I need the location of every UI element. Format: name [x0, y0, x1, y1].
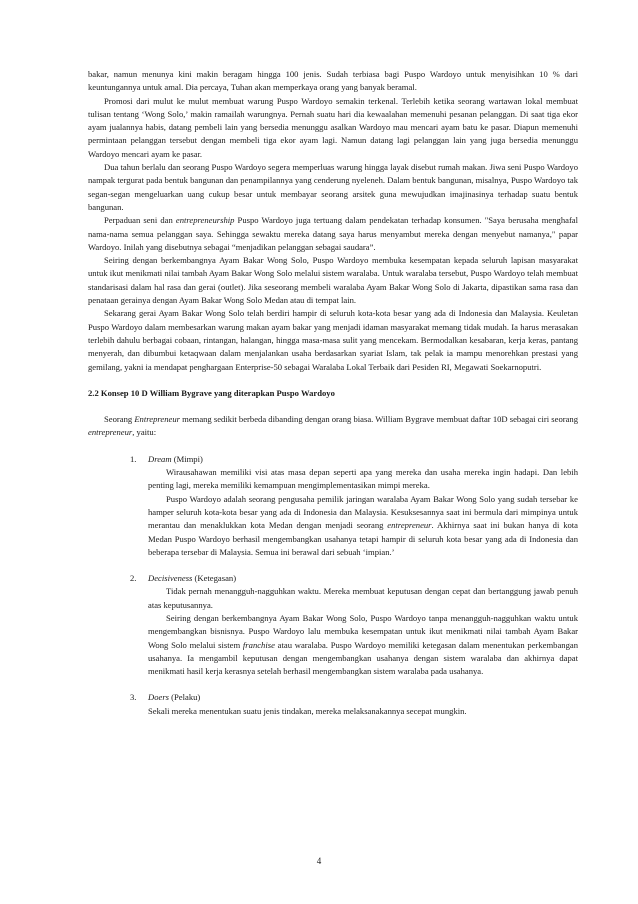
example-c: . Akhirnya saat ini bukan hanya di kota Medan Puspo Wardoyo berhasil mengembangkan usahanya tetapi hampir di seluruh kota besar yang ada di Indonesia dan beberapa tersebar di Malaysia. Semua ini berawal dari sebuah ‘impian.’ [148, 520, 578, 557]
page-number: 4 [316, 856, 322, 866]
paragraph-3: Dua tahun berlalu dan seorang Puspo Wardoyo segera memperluas warung hingga layak disebut rumah makan. Jiwa seni Puspo Wardoyo nampak tergurat pada bentuk bangunan dan penampilannya yang cenderung nyeleneh. Dalam bentuk bangunan, misalnya, Puspo Wardoyo tak segan-segan mengeluarkan uang cukup besar untuk membayar seorang arsitek guna mewujudkan imajinasinya terhadap suatu bentuk bangunan. [88, 162, 578, 212]
section-heading: 2.2 Konsep 10 D William Bygrave yang diterapkan Puspo Wardoyo [88, 387, 335, 398]
section-intro-c: memang sedikit berbeda dibanding dengan orang biasa. William Bygrave membuat daftar 10D sebagai ciri seorang [179, 414, 579, 425]
paragraph-4 [88, 214, 578, 254]
gloss: (Pelaku) [169, 692, 201, 703]
term: Dream [148, 453, 172, 464]
paragraph-5: Seiring dengan berkembangnya Ayam Bakar Wong Solo, Puspo Wardoyo membuka kesempatan kepada seluruh lapisan masyarakat untuk ikut menikmati nilai tambah Ayam Bakar Wong Solo melalui sistem waralaba. Untuk waralaba tersebut, Puspo Wardoyo telah membuat standarisasi dalam hal rasa dan gerai (outlet). Jika seseorang membeli waralaba Ayam Bakar Wong Solo di Jakarta, dipastikan sama rasa dan penataan gerainya dengan Ayam Bakar Wong Solo Medan atau di tempat lain. [88, 255, 578, 306]
document-page [88, 68, 578, 731]
list-10d [88, 453, 578, 718]
example-b: entrepreneur [387, 520, 432, 531]
section-intro-b: Entrepreneur [134, 414, 180, 425]
example-c: atau waralaba. Puspo Wardoyo memiliki ketegasan dalam menentukan perkembangan usahanya. Ia mengambil keputusan dengan mengembangkan usahanya dengan sistem waralaba dan akhirnya dapat menikmati hasil kerja kerasnya setelah berhasil mengembangkan sistem waralaba pada usahanya. [148, 639, 578, 677]
list-item-body: Tidak pernah menangguh-nagguhkan waktu. Mereka membuat keputusan dengan cepat dan bertanggung jawab penuh atas keputusannya. [148, 586, 578, 610]
paragraph-4-italic: entrepreneurship [175, 215, 235, 226]
list-item-doers [88, 691, 578, 718]
paragraph-4-start: Perpaduan seni dan [104, 215, 176, 226]
gloss: (Mimpi) [171, 453, 203, 464]
list-item-number: 1. [130, 453, 137, 464]
section-intro-a: Seorang [104, 414, 135, 425]
list-item-example [148, 493, 578, 559]
example-a: Seiring dengan berkembangnya Ayam Bakar Wong Solo, Puspo Wardoyo tanpa menangguh-nagguhkan waktu untuk mengembangkan bisnisnya. Puspo Wardoyo lalu membuka kesempatan untuk ikut menikmati nilai tambah Ayam Bakar Wong Solo melalui sistem [148, 612, 578, 650]
gloss: (Ketegasan) [192, 573, 237, 584]
list-item-decisiveness [88, 572, 578, 678]
term: Doers [148, 692, 170, 703]
section-intro-e: , yaitu: [132, 427, 157, 438]
example-a: Puspo Wardoyo adalah seorang pengusaha pemilik jaringan waralaba Ayam Bakar Wong Solo yang sudah tersebar ke hamper seluruh kota-kota besar yang ada di Indonesia dan Malaysia. Kesuksesannya saat ini bermula dari mimpinya untuk merantau dan menaklukkan kota Medan dengan menjadi seorang [148, 493, 578, 531]
list-item-dream [88, 453, 578, 559]
list-item-title [148, 572, 578, 585]
list-item-body: Wirausahawan memiliki visi atas masa depan seperti apa yang mereka dan usaha mereka ingin hadapi. Dan lebih penting lagi, mereka memiliki kemampuan mengimplementasikan mimpi mereka. [148, 467, 578, 491]
section-intro-d: entrepreneur [88, 427, 133, 438]
example-b: franchise [242, 639, 275, 650]
list-item-title [148, 691, 578, 704]
list-item-number: 2. [130, 573, 137, 584]
paragraph-2: Promosi dari mulut ke mulut membuat warung Puspo Wardoyo semakin terkenal. Terlebih ketika seorang wartawan lokal membuat tulisan tentang ‘Wong Solo,’ makin ramailah warungnya. Pernah suatu hari dia kewaalahan memenuhi pesanan pelanggan. Di saat tiga ekor ayam jualannya habis, datang pembeli lain yang bersedia menunggu asalkan Wardoyo mau mencari ayam batu ke pasar. Diapun memenuhi permintaan pelanggan tersebut dengan membeli tiga ekor ayam lagi. Namun datang lagi pelanggan lain yang juga bersedia menunggu Wardoyo mencari ayam ke pasar. [88, 95, 578, 159]
section-intro [88, 413, 578, 440]
paragraph-4-rest: Puspo Wardoyo juga tertuang dalam pendekatan terhadap konsumen. "Saya berusaha menghafal nama-nama semua pelanggan saya. Sehingga sewaktu mereka datang saya harus menyambut mereka dengan menyebut namanya," papar Wardoyo. Inilah yang disebutnya sebagai “menjadikan pelanggan sebagai saudara”. [88, 215, 579, 252]
list-item-number: 3. [130, 692, 137, 703]
list-item-title [148, 453, 578, 466]
list-item-body: Sekali mereka menentukan suatu jenis tindakan, mereka melaksanakannya secepat mungkin. [148, 705, 467, 716]
paragraph-6: Sekarang gerai Ayam Bakar Wong Solo telah berdiri hampir di seluruh kota-kota besar yang ada di Indonesia dan Malaysia. Keuletan Puspo Wardoyo dalam membesarkan warung makan ayam bakar yang menjadi idaman masyarakat memang tidak mudah. Ia harus merasakan terlebih dahulu berbagai cobaan, rintangan, halangan, hingga masa-masa sulit yang mencekam. Bermodalkan kesabaran, kerja keras, pantang menyerah, dan dibumbui ketaqwaan dalam menjalankan usaha berdasarkan syariat Islam, tak pelak ia mampu menorehkan prestasi yang gemilang, yakni ia mendapat penghargaan Enterprise-50 sebagai Waralaba Lokal Terbaik dari Pesiden RI, Megawati Soekarnoputri. [88, 308, 578, 372]
term: Decisiveness [148, 573, 193, 584]
paragraph-1: bakar, namun menunya kini makin beragam hingga 100 jenis. Sudah terbiasa bagi Puspo Wardoyo untuk menyisihkan 10 % dari keuntungannya untuk amal. Dia percaya, Tuhan akan memperkaya orang yang banyak beramal. [88, 69, 578, 93]
list-item-example [148, 612, 578, 678]
